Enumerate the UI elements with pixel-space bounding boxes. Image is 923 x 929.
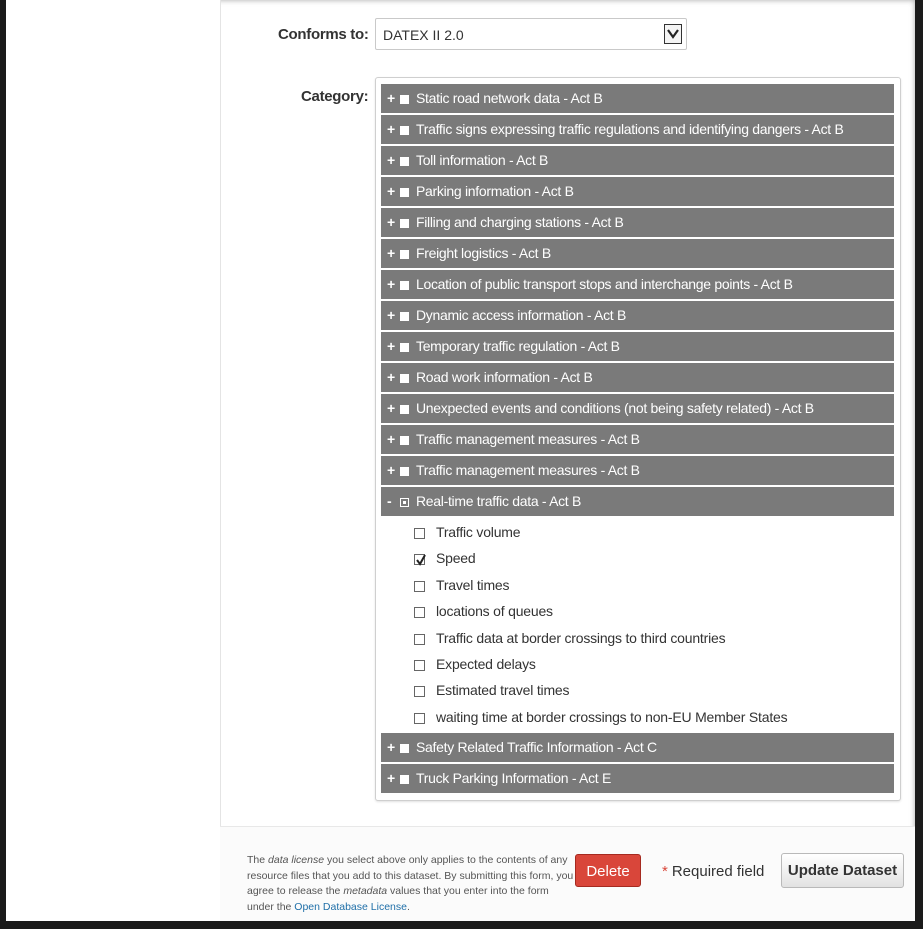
category-label: Dynamic access information - Act B [416,307,626,323]
license-note-em: data license [268,854,325,866]
conforms-label: Conforms to: [278,26,369,43]
checkbox[interactable] [414,686,425,697]
subcategory-label: waiting time at border crossings to non-EU Member States [436,708,788,725]
conforms-select-value: DATEX II 2.0 [383,27,464,43]
category-checkbox[interactable] [400,343,409,352]
category-row[interactable] [381,270,894,299]
required-star: * [662,863,668,880]
category-row[interactable] [381,177,894,206]
category-checkbox[interactable] [400,219,409,228]
category-list [381,84,894,795]
category-label: Static road network data - Act B [416,90,603,106]
category-row[interactable] [381,733,894,762]
category-row[interactable] [381,208,894,237]
category-tree [375,77,901,801]
category-row[interactable] [381,764,894,793]
category-label: Road work information - Act B [416,369,593,385]
category-row[interactable] [381,84,894,113]
category-row[interactable] [381,115,894,144]
category-label: Parking information - Act B [416,183,574,199]
odbl-link[interactable]: Open Database License [294,900,407,913]
delete-button[interactable]: Delete [575,854,641,887]
category-checkbox[interactable] [400,744,409,753]
category-row[interactable] [381,301,894,330]
category-checkbox[interactable] [400,775,409,784]
checkbox[interactable] [414,660,425,671]
subcategory-list [381,518,894,733]
left-column [6,0,221,921]
category-label: Unexpected events and conditions (not being safety related) - Act B [416,400,814,416]
subcategory-label: Traffic volume [436,524,521,540]
category-checkbox[interactable] [400,157,409,166]
subcategory-item[interactable] [381,546,894,572]
checkmark-icon [415,553,427,566]
category-checkbox[interactable] [400,374,409,383]
checkbox[interactable] [414,607,425,618]
checkbox-checked[interactable] [414,554,425,565]
license-note-text: . [406,900,410,913]
subcategory-item[interactable] [381,705,894,731]
category-checkbox[interactable] [400,126,409,135]
category-row[interactable] [381,332,894,361]
category-label: Truck Parking Information - Act E [416,770,611,787]
category-label: Filling and charging stations - Act B [416,214,624,230]
category-checkbox[interactable] [400,405,409,414]
subcategory-item[interactable] [381,652,894,678]
form-footer [220,826,915,921]
category-label: Traffic signs expressing traffic regulations and identifying dangers - Act B [416,121,844,137]
subcategory-item[interactable] [381,573,894,599]
conforms-select[interactable] [375,18,687,50]
update-dataset-button[interactable]: Update Dataset [781,853,904,888]
expand-toggle[interactable]: + [387,121,395,137]
category-checkbox[interactable] [400,436,409,445]
category-label: Traffic management measures - Act B [416,462,640,478]
required-field-label: Required field [671,863,765,880]
category-label: Location of public transport stops and interchange points - Act B [416,276,793,292]
subcategory-label: Estimated travel times [436,682,570,699]
category-label: Safety Related Traffic Information - Act C [416,739,657,756]
form-panel [6,0,915,921]
subcategory-label: Speed [436,550,476,567]
subcategory-label: Expected delays [436,655,536,672]
category-checkbox[interactable] [400,281,409,290]
category-label: Toll information - Act B [416,152,549,168]
category-label: Real-time traffic data - Act B [416,493,582,509]
subcategory-item[interactable] [381,520,894,546]
expand-toggle[interactable]: + [387,214,395,230]
checkbox[interactable] [414,713,425,724]
expand-toggle[interactable]: + [387,400,395,416]
expand-toggle[interactable]: + [387,462,395,478]
subcategory-label: Traffic data at border crossings to third countries [436,629,726,646]
category-row[interactable] [381,146,894,175]
category-checkbox[interactable] [400,498,409,507]
required-field-note [662,863,764,880]
expand-toggle[interactable]: + [387,276,395,292]
subcategory-item[interactable] [381,626,894,652]
category-label: Freight logistics - Act B [416,245,551,261]
license-note [247,853,577,915]
checkbox[interactable] [414,581,425,592]
expand-toggle[interactable]: + [387,152,395,168]
expand-toggle[interactable]: + [387,307,395,323]
checkbox[interactable] [414,634,425,645]
expand-toggle[interactable]: + [387,245,395,261]
license-note-text: values that you enter into the form under the [247,885,549,913]
category-row[interactable] [381,456,894,485]
category-checkbox[interactable] [400,250,409,259]
expand-toggle[interactable]: + [387,369,395,385]
category-row[interactable] [381,425,894,454]
category-checkbox[interactable] [400,188,409,197]
checkbox[interactable] [414,528,425,539]
category-row[interactable] [381,239,894,268]
subcategory-label: Travel times [436,576,510,593]
expand-toggle[interactable]: + [387,338,395,354]
chevron-down-icon[interactable] [664,24,682,44]
category-row[interactable] [381,363,894,392]
license-note-text: you select above only applies to the contents of any resource files that you add to this dataset. By submitting this form, you agree to release the [247,854,574,897]
expand-toggle[interactable]: + [387,431,395,447]
category-label: Category: [301,88,369,105]
expand-toggle[interactable]: + [387,770,395,787]
category-label: Traffic management measures - Act B [416,431,640,447]
collapse-toggle[interactable]: - [387,493,392,509]
subcategory-item[interactable] [381,599,894,625]
expand-toggle[interactable]: + [387,90,395,106]
category-row[interactable] [381,487,894,516]
category-checkbox[interactable] [400,312,409,321]
category-checkbox[interactable] [400,467,409,476]
subcategory-label: locations of queues [436,603,553,620]
license-note-text: The [247,854,269,866]
category-checkbox[interactable] [400,95,409,104]
category-label: Temporary traffic regulation - Act B [416,338,620,354]
expand-toggle[interactable]: + [387,183,395,199]
subcategory-item[interactable] [381,678,894,704]
license-note-em: metadata [343,885,388,897]
expand-toggle[interactable]: + [387,739,395,756]
category-row[interactable] [381,394,894,423]
